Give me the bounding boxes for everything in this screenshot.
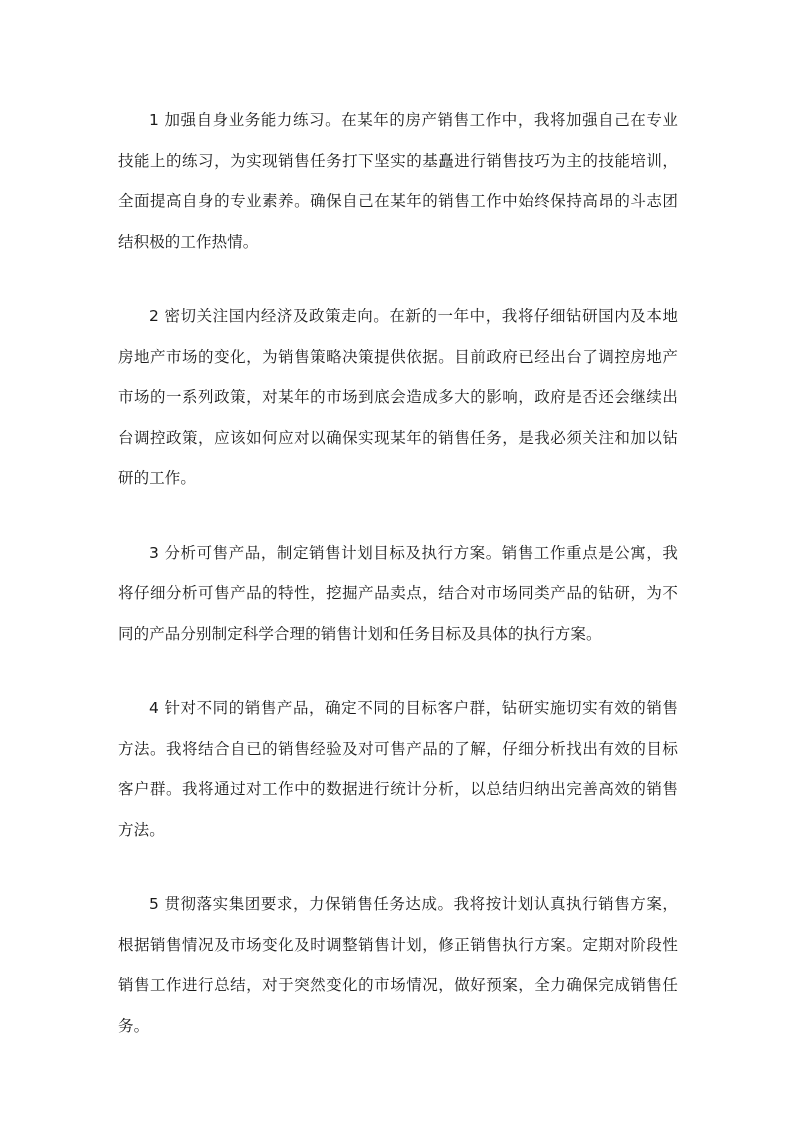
paragraph-5: 5 贯彻落实集团要求，力保销售任务达成。我将按计划认真执行销售方案，根据销售情况及市场变化及时调整销售计划，修正销售执行方案。定期对阶段性销售工作进行总结，对于突然变化的市场情况，做好预案，全力确保完成销售任务。 — [118, 895, 678, 1035]
paragraph-4: 4 针对不同的销售产品，确定不同的目标客户群，钻研实施切实有效的销售方法。我将结合自已的销售经验及对可售产品的了解，仔细分析找出有效的目标客户群。我将通过对工作中的数据进行统计分析，以总结归纳出完善高效的销售方法。 — [118, 699, 678, 839]
paragraph-3: 3 分析可售产品，制定销售计划目标及执行方案。销售工作重点是公寓，我将仔细分析可售产品的特性，挖掘产品卖点，结合对市场同类产品的钻研，为不同的产品分别制定科学合理的销售计划和任务目标及具体的执行方案。 — [118, 543, 678, 643]
document-body — [118, 100, 678, 1080]
paragraph-1: 1 加强自身业务能力练习。在某年的房产销售工作中，我将加强自己在专业技能上的练习，为实现销售任务打下坚实的基矗进行销售技巧为主的技能培训，全面提高自身的专业素养。确保自己在某年的销售工作中始终保持高昂的斗志团结积极的工作热情。 — [118, 111, 678, 251]
paragraph-2: 2 密切关注国内经济及政策走向。在新的一年中，我将仔细钻研国内及本地房地产市场的变化，为销售策略决策提供依据。目前政府已经出台了调控房地产市场的一系列政策，对某年的市场到底会造成多大的影响，政府是否还会继续出台调控政策，应该如何应对以确保实现某年的销售任务，是我必须关注和加以钻研的工作。 — [118, 307, 678, 487]
